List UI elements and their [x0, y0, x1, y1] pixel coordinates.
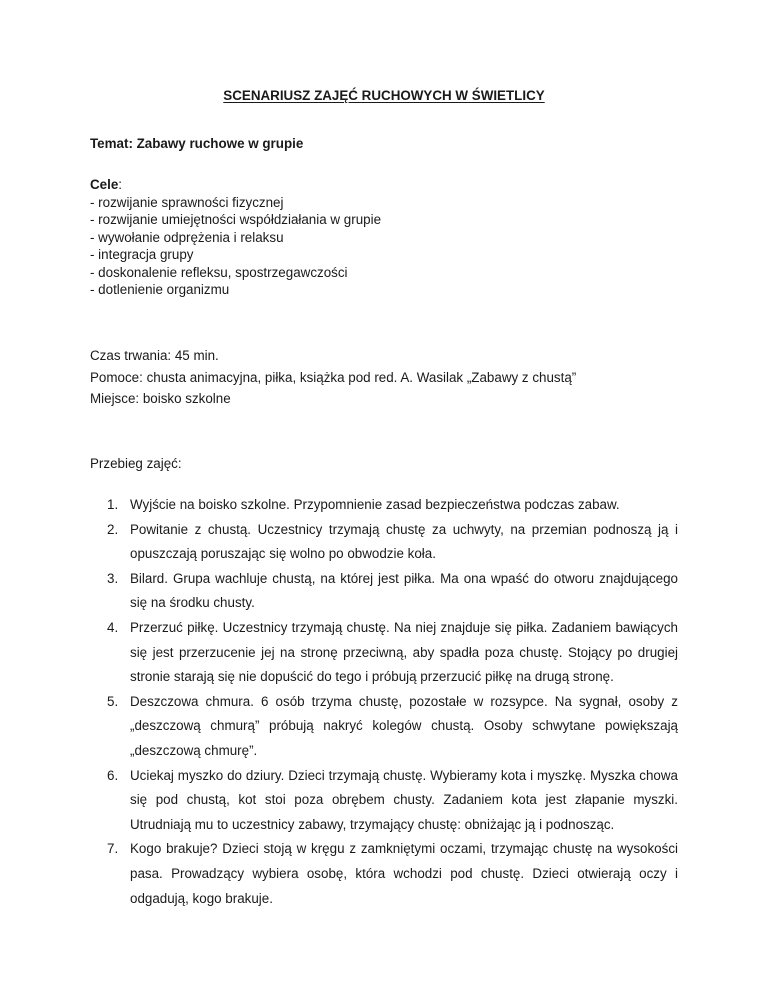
goal-item: - dotlenienie organizmu: [90, 282, 230, 297]
goals-heading-line: [90, 176, 381, 194]
place-line: Miejsce: boisko szkolne: [90, 391, 231, 406]
goals-heading-colon: :: [118, 177, 123, 192]
step-number: 2.: [107, 521, 119, 537]
topic-line: Temat: Zabawy ruchowe w grupie: [90, 136, 304, 151]
goals-list: [90, 194, 381, 299]
step-text: Kogo brakuje? Dzieci stoją w kręgu z zamkniętymi oczami, trzymając chustę na wysokości pasa. Prowadzący wybiera osobę, która wchodzi pod chustę. Dzieci otwierają oczy i odgadują, kogo brakuje.: [130, 841, 678, 906]
goals-section: [90, 176, 381, 299]
step-number: 4.: [107, 619, 119, 635]
step-text: Deszczowa chmura. 6 osób trzyma chustę, pozostałe w rozsypce. Na sygnał, osoby z „deszczową chmurą” próbują nakryć kolegów chustą. Osoby schwytane powiększają „deszczową chmurę”.: [130, 693, 678, 758]
aids-line: Pomoce: chusta animacyjna, piłka, książka pod red. A. Wasilak „Zabawy z chustą”: [90, 369, 577, 385]
step-item: [90, 518, 678, 567]
step-number: 7.: [107, 841, 119, 857]
step-number: 5.: [107, 693, 119, 709]
document-title: SCENARIUSZ ZAJĘĆ RUCHOWYCH W ŚWIETLICY: [223, 88, 545, 103]
step-text: Bilard. Grupa wachluje chustą, na której jest piłka. Ma ona wpaść do otworu znajdującego się na środku chusty.: [130, 570, 678, 611]
step-item: [90, 690, 678, 764]
step-text: Uciekaj myszko do dziury. Dzieci trzymają chustę. Wybieramy kota i myszkę. Myszka chowa się pod chustą, kot stoi poza obrębem chusty. Zadaniem kota jest złapanie myszki. Utrudniają mu to uczestnicy zabawy, trzymający chustę: obniżając ją i podnosząc.: [130, 767, 678, 832]
duration-line: Czas trwania: 45 min.: [90, 348, 219, 363]
goal-item: - integracja grupy: [90, 247, 194, 262]
step-number: 6.: [107, 767, 119, 783]
step-text: Wyjście na boisko szkolne. Przypomnienie zasad bezpieczeństwa podczas zabaw.: [130, 497, 620, 512]
course-heading: Przebieg zajęć:: [90, 456, 182, 471]
goals-heading: Cele: [90, 177, 119, 192]
step-item: [90, 493, 678, 518]
goal-item: - doskonalenie refleksu, spostrzegawczości: [90, 264, 348, 280]
step-item: [90, 616, 678, 690]
step-text: Przerzuć piłkę. Uczestnicy trzymają chustę. Na niej znajduje się piłka. Zadaniem bawiących się jest przerzucenie jej na stronę przeciwną, aby spadła poza chustę. Stojący po drugiej stronie starają się nie dopuścić do tego i próbują przerzucić piłkę na drugą stronę.: [130, 619, 678, 685]
step-item: [90, 837, 678, 911]
step-item: [90, 764, 678, 838]
steps-list: [90, 493, 678, 911]
step-item: [90, 567, 678, 616]
goal-item: - rozwijanie umiejętności współdziałania w grupie: [90, 212, 382, 227]
goal-item: - rozwijanie sprawności fizycznej: [90, 194, 284, 210]
step-number: 1.: [107, 497, 119, 512]
step-number: 3.: [107, 570, 119, 586]
step-text: Powitanie z chustą. Uczestnicy trzymają chustę za uchwyty, na przemian podnoszą ją i opuszczają poruszając się wolno po obwodzie koła.: [130, 521, 678, 562]
info-section: [90, 345, 576, 410]
goal-item: - wywołanie odprężenia i relaksu: [90, 229, 284, 245]
